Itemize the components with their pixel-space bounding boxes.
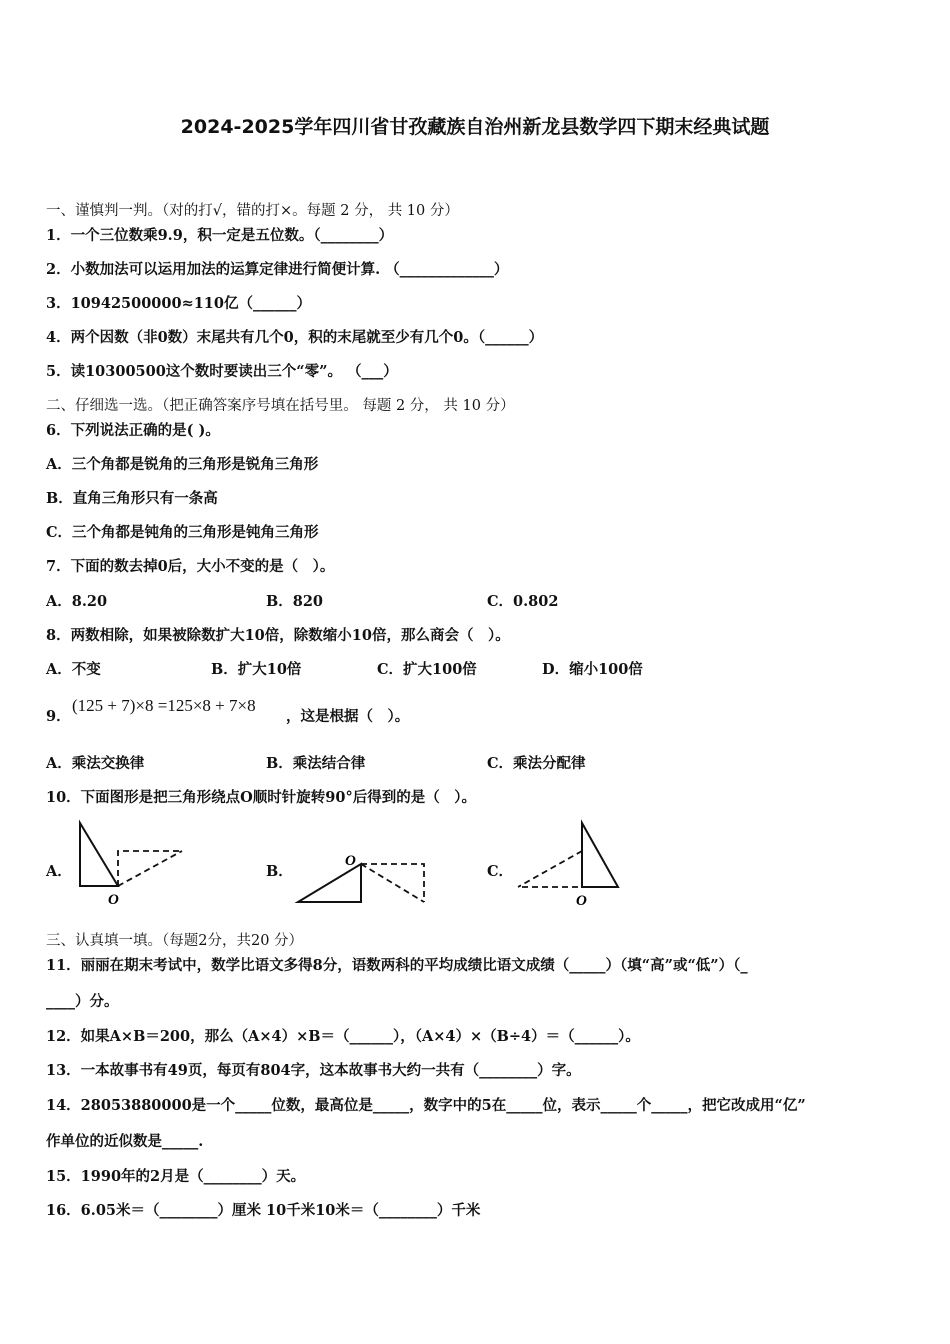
page-title: 2024-2025学年四川省甘孜藏族自治州新龙县数学四下期末经典试题 (180, 116, 770, 138)
question-4: 4．两个因数（非0数）末尾共有几个0，积的末尾就至少有几个0。（______） (46, 329, 544, 346)
q8-option-d: D．缩小100倍 (542, 661, 643, 678)
q7-option-a: A．8.20 (46, 593, 108, 610)
section3-header: 三、认真填一填。（每题2分，共20 分） (46, 933, 304, 949)
question-10: 10．下面图形是把三角形绕点O顺时针旋转90°后得到的是（ ）。 (46, 789, 476, 806)
question-12: 12．如果A×B＝200，那么（A×4）×B＝（______），（A×4）×（B÷4）＝（______）。 (46, 1028, 640, 1045)
question-11-line1: 11．丽丽在期末考试中，数学比语文多得8分，语数两科的平均成绩比语文成绩（_____）（填“高”或“低”）（_ (46, 957, 748, 974)
q7-option-c: C．0.802 (487, 593, 559, 610)
q6-option-b: B．直角三角形只有一条高 (46, 490, 218, 507)
q10-figure-a (70, 818, 200, 908)
question-15: 15．1990年的2月是（________）天。 (46, 1168, 306, 1185)
q8-option-c: C．扩大100倍 (377, 661, 477, 678)
question-6: 6．下列说法正确的是( )。 (46, 422, 220, 439)
section1-header: 一、谨慎判一判。（对的打√，错的打×。每题 2 分， 共 10 分） (46, 203, 459, 219)
q10-option-b-label: B． (266, 863, 293, 880)
question-13: 13．一本故事书有49页，每页有804字，这本故事书大约一共有（________）字。 (46, 1062, 581, 1079)
question-14-line1: 14．28053880000是一个_____位数，最高位是_____，数字中的5在_____位，表示_____个_____，把它改成用“亿” (46, 1097, 806, 1114)
question-1: 1．一个三位数乘9.9，积一定是五位数。（________） (46, 227, 394, 244)
q8-option-b: B．扩大10倍 (211, 661, 302, 678)
q10-option-c-label: C． (487, 863, 514, 880)
question-3: 3．10942500000≈110亿（______） (46, 295, 311, 312)
point-o-label-a: O (108, 892, 119, 908)
q6-option-a: A．三个角都是锐角的三角形是锐角三角形 (46, 456, 319, 473)
q9-option-c: C．乘法分配律 (487, 755, 586, 772)
q9-option-b: B．乘法结合律 (266, 755, 366, 772)
question-16: 16．6.05米＝（________）厘米 10千米10米＝（________）千米 (46, 1202, 481, 1219)
question-11-line2: ____）分。 (46, 993, 119, 1010)
question-8: 8．两数相除，如果被除数扩大10倍，除数缩小10倍，那么商会（ ）。 (46, 627, 510, 644)
point-o-label-b: O (345, 853, 356, 869)
q10-figure-c (510, 818, 630, 908)
q6-option-c: C．三个角都是钝角的三角形是钝角三角形 (46, 524, 319, 541)
question-7: 7．下面的数去掉0后，大小不变的是（ ）。 (46, 558, 335, 575)
question-2: 2．小数加法可以运用加法的运算定律进行简便计算. （_____________） (46, 261, 509, 278)
question-9-text: ，这是根据（ ）。 (286, 708, 410, 725)
q10-figure-b (290, 848, 440, 908)
q10-option-a-label: A． (46, 863, 72, 880)
q9-formula: (125 + 7)×8 =125×8 + 7×8 (72, 696, 256, 715)
q7-option-b: B．820 (266, 593, 324, 610)
question-5: 5．读10300500这个数时要读出三个“零”。 （___） (46, 363, 398, 380)
section2-header: 二、仔细选一选。（把正确答案序号填在括号里。 每题 2 分， 共 10 分） (46, 398, 515, 414)
question-9-number: 9． (46, 708, 71, 725)
question-14-line2: 作单位的近似数是_____. (46, 1133, 204, 1150)
point-o-label-c: O (576, 893, 587, 908)
q8-option-a: A．不变 (46, 661, 101, 678)
q9-option-a: A．乘法交换律 (46, 755, 145, 772)
